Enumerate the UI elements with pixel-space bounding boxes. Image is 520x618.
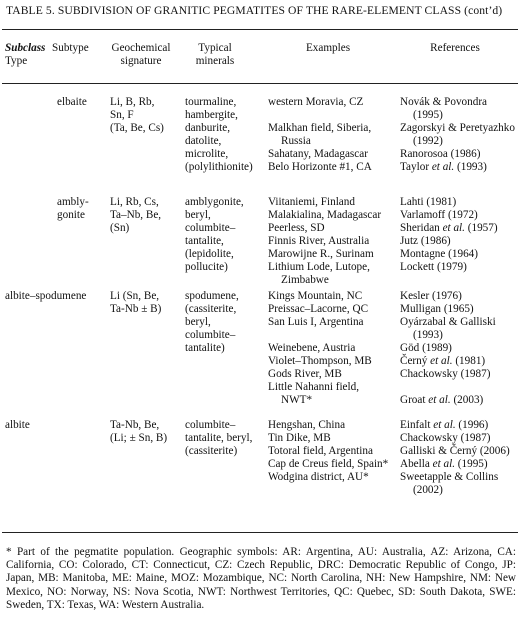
- row-references-line: [400, 355, 496, 368]
- row-signature-line: Li, B, Rb,: [110, 96, 155, 108]
- row-minerals: [185, 96, 253, 174]
- row-signature-line: Li (Sn, Be,: [110, 290, 160, 302]
- ref-year: (1995): [455, 458, 488, 470]
- row-references-line: Chackowsky (1987): [400, 368, 491, 380]
- row-examples-line: Violet–Thompson, MB: [268, 355, 372, 367]
- row-signature-line: Ta–Nb, Be,: [110, 209, 162, 221]
- row-minerals: [185, 419, 252, 458]
- ref-author: Taylor: [400, 161, 432, 173]
- row-references: [400, 419, 510, 497]
- row-examples-line: Zimbabwe: [281, 274, 329, 286]
- header-geochemical: [106, 42, 176, 68]
- table-caption: TABLE 5. SUBDIVISION OF GRANITIC PEGMATITES OF THE RARE-ELEMENT CLASS (cont’d): [6, 4, 503, 17]
- row-examples-line: Weinebene, Austria: [268, 342, 356, 354]
- row-examples: [268, 290, 372, 407]
- header-references: References: [430, 42, 480, 54]
- row-minerals-line: (cassiterite,: [185, 303, 237, 315]
- row-minerals-line: beryl,: [185, 209, 211, 221]
- row-signature: [110, 196, 161, 235]
- header-rule: [2, 83, 518, 84]
- row-subtype: [57, 96, 87, 109]
- row-minerals-line: tourmaline,: [185, 96, 237, 108]
- row-examples-line: Viitaniemi, Finland: [268, 196, 355, 208]
- row-subtype-line: elbaite: [57, 96, 87, 108]
- bottom-rule: [2, 532, 518, 533]
- row-examples-line: Peerless, SD: [268, 222, 325, 234]
- row-minerals: [185, 290, 239, 355]
- row-references-line: Ranorosoa (1986): [400, 148, 481, 160]
- row-references-line: [400, 394, 496, 407]
- row-examples-line: Malakialina, Madagascar: [268, 209, 382, 221]
- ref-year: (1957): [464, 222, 498, 234]
- ref-etal: et al.: [428, 394, 451, 406]
- row-signature-line: Ta-Nb, Be,: [110, 419, 160, 431]
- row-references-line: (1992): [413, 135, 443, 147]
- row-examples-line: Hengshan, China: [268, 419, 346, 431]
- ref-etal: et al.: [433, 419, 456, 431]
- row-minerals-line: columbite–: [185, 222, 236, 234]
- row-signature: [110, 419, 167, 445]
- row-examples-line: Wodgina district, AU*: [268, 471, 369, 483]
- row-references-line: Sweetapple & Collins: [400, 471, 499, 483]
- row-minerals-line: tantalite, beryl,: [185, 432, 253, 444]
- row-minerals-line: beryl,: [185, 316, 211, 328]
- row-minerals-line: tantalite): [185, 342, 225, 354]
- row-references-line: Montagne (1964): [400, 248, 478, 260]
- row-examples-line: Little Nahanni field,: [268, 381, 360, 393]
- header-minerals: [180, 42, 250, 68]
- row-examples-line: Cap de Creus field, Spain*: [268, 458, 389, 470]
- row-examples-line: Totoral field, Argentina: [268, 445, 373, 457]
- row-minerals-line: hambergite,: [185, 109, 238, 121]
- row-examples-line: Gods River, MB: [268, 368, 342, 380]
- row-signature-line: Li, Rb, Cs,: [110, 196, 159, 208]
- header-subclass: Subclass: [5, 42, 46, 54]
- ref-etal: et al.: [431, 161, 455, 173]
- row-references-line: Novák & Povondra: [400, 96, 488, 108]
- ref-author: Sheridan: [400, 222, 443, 234]
- row-references-line: Galliski & Černý (2006): [400, 445, 510, 457]
- row-references: [400, 96, 515, 174]
- row-references-line: Kesler (1976): [400, 290, 462, 302]
- row-references-line: [400, 419, 510, 432]
- ref-author: Černý: [400, 355, 431, 367]
- row-references: [400, 196, 498, 274]
- header-geochem-line2: signature: [120, 55, 162, 67]
- header-type: Type: [5, 55, 28, 67]
- header-subtype: Subtype: [52, 42, 89, 54]
- row-examples: [268, 96, 372, 174]
- row-minerals-line: spodumene,: [185, 290, 239, 302]
- row-subtype-line: ambly-: [57, 196, 89, 208]
- row-examples-line: Marowijne R., Surinam: [268, 248, 374, 260]
- row-signature-line: (Ta, Be, Cs): [110, 122, 164, 134]
- row-minerals: [185, 196, 244, 274]
- row-type-line: albite: [5, 419, 30, 431]
- row-examples-line: Belo Horizonte #1, CA: [268, 161, 372, 173]
- row-examples: [268, 196, 381, 287]
- ref-etal: et al.: [442, 222, 465, 234]
- ref-year: (1993): [454, 161, 487, 173]
- row-minerals-line: microlite,: [185, 148, 229, 160]
- row-examples-line: Malkhan field, Siberia,: [268, 122, 372, 134]
- row-references-line: Jutz (1986): [400, 235, 451, 247]
- row-references-line: (2002): [413, 484, 443, 496]
- header-subclass-type: [5, 42, 45, 68]
- row-references-line: Göd (1989): [400, 342, 452, 354]
- row-subtype: [57, 196, 89, 222]
- row-type: [5, 290, 86, 303]
- row-minerals-line: pollucite): [185, 261, 228, 273]
- row-examples: [268, 419, 388, 484]
- row-examples-line: San Luis I, Argentina: [268, 316, 364, 328]
- row-signature-line: (Sn): [110, 222, 130, 234]
- header-minerals-line1: Typical: [198, 42, 232, 54]
- row-examples-line: Finnis River, Australia: [268, 235, 370, 247]
- ref-etal: et al.: [430, 355, 453, 367]
- row-examples-line: Lithium Lode, Lutope,: [268, 261, 370, 273]
- row-signature-line: (Li; ± Sn, B): [110, 432, 168, 444]
- ref-year: (1981): [452, 355, 486, 367]
- ref-author: Einfalt: [400, 419, 434, 431]
- row-references-line: Lockett (1979): [400, 261, 467, 273]
- row-references-line: Oyárzabal & Galliski: [400, 316, 496, 328]
- header-minerals-line2: minerals: [195, 55, 235, 67]
- row-examples-line: Russia: [281, 135, 311, 147]
- row-minerals-line: danburite,: [185, 122, 231, 134]
- ref-year: (1996): [455, 419, 489, 431]
- row-references-line: [400, 161, 515, 174]
- ref-author: Groat: [400, 394, 429, 406]
- row-signature-line: Sn, F: [110, 109, 134, 121]
- row-examples-line: western Moravia, CZ: [268, 96, 364, 108]
- row-signature-line: Ta-Nb ± B): [110, 303, 162, 315]
- row-references-line: Mulligan (1965): [400, 303, 474, 315]
- row-references-line: [400, 458, 510, 471]
- row-minerals-line: (cassiterite): [185, 445, 238, 457]
- row-type-line: albite–spodumene: [5, 290, 87, 302]
- row-examples-line: Preissac–Lacorne, QC: [268, 303, 369, 315]
- header-geochem-line1: Geochemical: [111, 42, 171, 54]
- row-minerals-line: (polylithionite): [185, 161, 253, 173]
- row-minerals-line: datolite,: [185, 135, 222, 147]
- ref-etal: et al.: [432, 458, 455, 470]
- ref-author: Abella: [400, 458, 433, 470]
- row-examples-line: Tin Dike, MB: [268, 432, 331, 444]
- row-references-line: Varlamoff (1972): [400, 209, 478, 221]
- row-references-line: Lahti (1981): [400, 196, 457, 208]
- row-minerals-line: tantalite,: [185, 235, 224, 247]
- row-type: [5, 419, 30, 432]
- row-examples-line: Sahatany, Madagascar: [268, 148, 368, 160]
- header-examples: Examples: [305, 42, 351, 54]
- row-minerals-line: columbite–: [185, 329, 236, 341]
- ref-year: (2003): [450, 394, 484, 406]
- row-minerals-line: columbite–: [185, 419, 236, 431]
- row-minerals-line: amblygonite,: [185, 196, 244, 208]
- row-references-line: Zagorskyi & Peretyazhko: [400, 122, 515, 134]
- row-references-line: (1993): [413, 329, 443, 341]
- row-references-line: (1995): [413, 109, 443, 121]
- row-examples-line: Kings Mountain, NC: [268, 290, 363, 302]
- row-references-line: Chackowsky (1987): [400, 432, 491, 444]
- top-rule: [2, 29, 518, 30]
- row-references: [400, 290, 496, 407]
- row-examples-line: NWT*: [281, 394, 313, 406]
- row-subtype-line: gonite: [57, 209, 85, 221]
- table-footnote: * Part of the pegmatite population. Geographic symbols: AR: Argentina, AU: Australia, AZ: Arizona, CA: California, CO: Colorado, CT: Connecticut, CZ: Czech Republic, DRC: Democratic Republic of Congo, JP: Japan, MB: Manitoba, ME: Maine, MOZ: Mozambique, NC: North Carolina, NH: New Hampshire, NM: New Mexico, NO: Norway, NS: Nova Scotia, NWT: Northwest Territories, QC: Quebec, SD: South Dakota, SWE: Sweden, TX: Texas, WA: Western Australia.: [6, 546, 516, 611]
- row-signature: [110, 290, 161, 316]
- row-minerals-line: (lepidolite,: [185, 248, 234, 260]
- row-references-line: [400, 222, 498, 235]
- row-signature: [110, 96, 164, 135]
